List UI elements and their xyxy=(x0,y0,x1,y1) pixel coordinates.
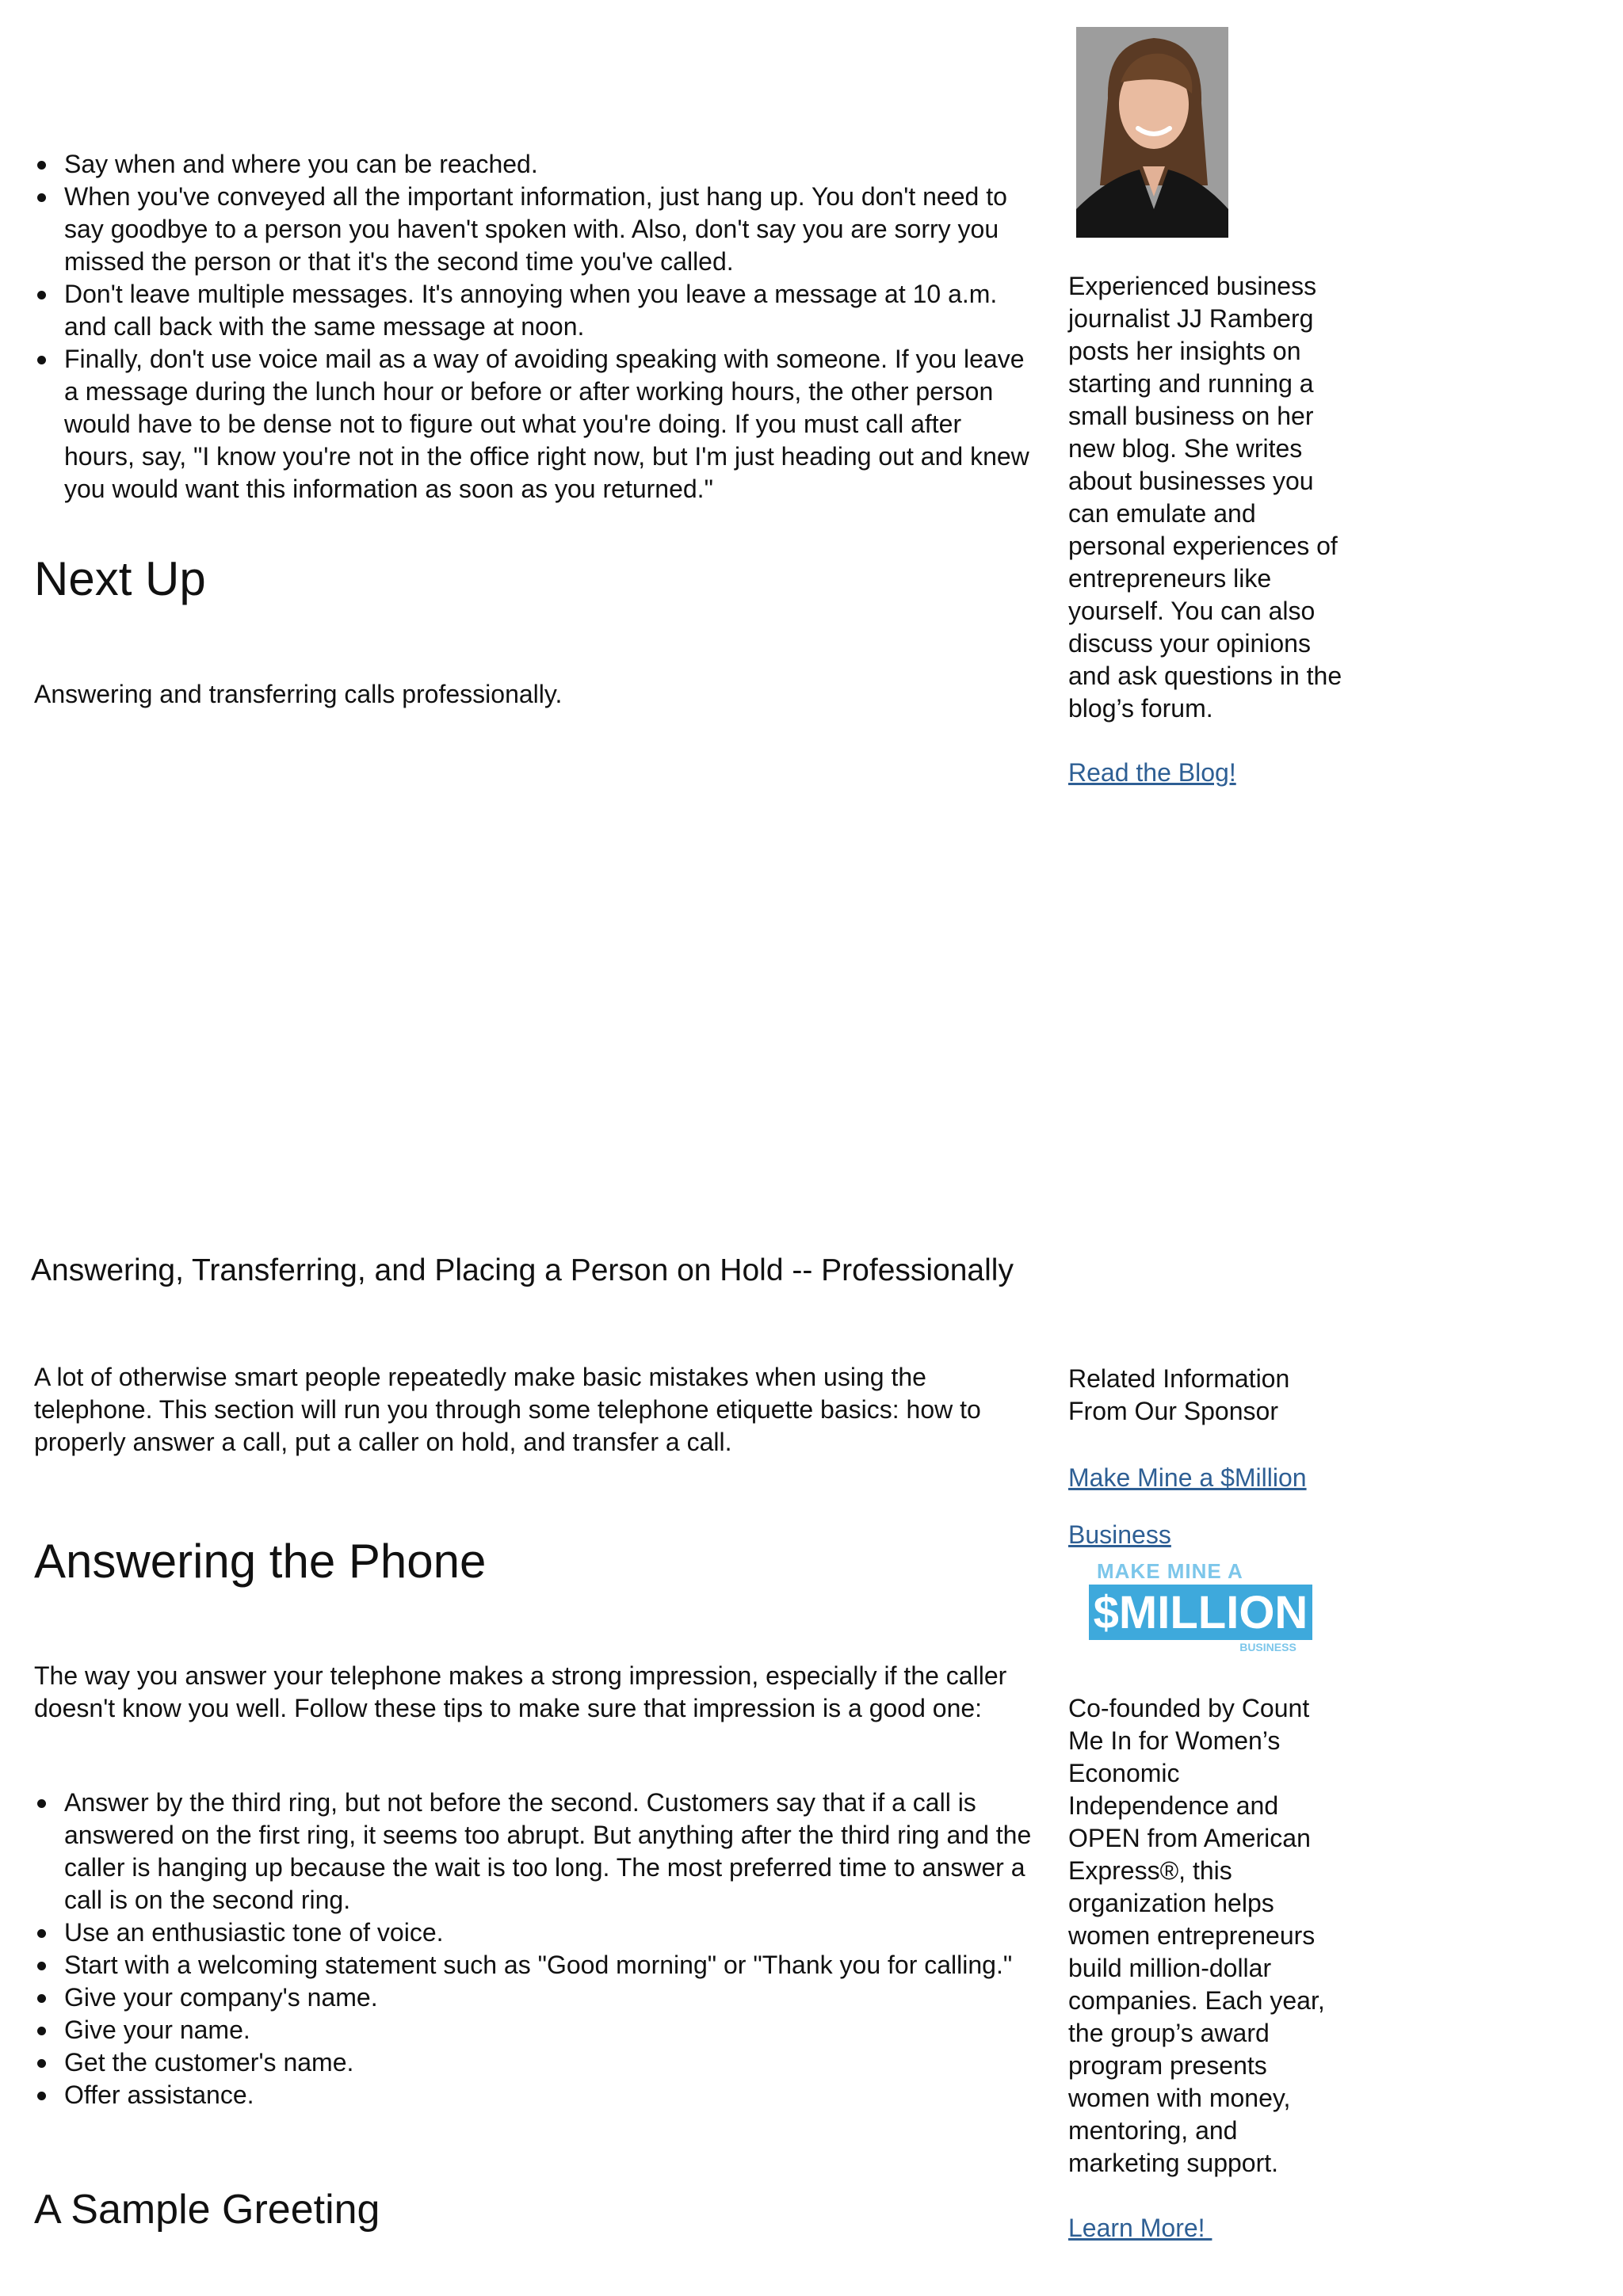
list-item: Get the customer's name. xyxy=(34,2046,1041,2079)
logo-sub-text: BUSINESS xyxy=(1239,1641,1296,1653)
logo-main-text: $MILLION xyxy=(1093,1587,1308,1638)
section-title: Answering, Transferring, and Placing a Person on Hold -- Professionally xyxy=(31,1253,1014,1287)
portrait-image xyxy=(1076,27,1228,238)
list-item: Give your name. xyxy=(34,2014,1041,2046)
next-up-heading: Next Up xyxy=(34,552,206,605)
list-item: Say when and where you can be reached. xyxy=(34,148,1033,181)
list-item: When you've conveyed all the important information, just hang up. You don't need to say goodbye to a person you haven't spoken with. Also, don't say you are sorry you missed the person or that it's the second time you've called. xyxy=(34,181,1033,278)
logo-top-text: MAKE MINE A xyxy=(1097,1559,1243,1583)
answering-heading: Answering the Phone xyxy=(34,1535,487,1588)
voicemail-tips-list xyxy=(34,148,1033,505)
list-item: Answer by the third ring, but not before the second. Customers say that if a call is answered on the first ring, it seems too abrupt. But anything after the third ring and the caller is hanging up because the wait is too long. The most preferred time to answer a call is on the second ring. xyxy=(34,1787,1041,1917)
list-item: Give your company's name. xyxy=(34,1981,1041,2014)
list-item: Start with a welcoming statement such as "Good morning" or "Thank you for calling." xyxy=(34,1949,1041,1981)
next-up-text: Answering and transferring calls professionally. xyxy=(34,680,563,708)
million-business-logo[interactable] xyxy=(1086,1554,1316,1656)
list-item: Finally, don't use voice mail as a way of avoiding speaking with someone. If you leave a message during the lunch hour or before or after working hours, the other person would have to be dense not to figure out what you're doing. If you must call after hours, say, "I know you're not in the office right now, but I'm just heading out and knew you would want this information as soon as you returned." xyxy=(34,343,1033,505)
blog-description: Experienced business journalist JJ Ramberg posts her insights on starting and running a small business on her new blog. She writes about businesses you can emulate and personal experiences of entrepreneurs like yourself. You can also discuss your opinions and ask questions in the blog’s forum. xyxy=(1068,272,1342,723)
intro-paragraph: A lot of otherwise smart people repeatedly make basic mistakes when using the telephone. This section will run you through some telephone etiquette basics: how to properly answer a call, put a caller on hold, and transfer a call. xyxy=(34,1363,981,1456)
sponsor-heading: Related Information From Our Sponsor xyxy=(1068,1364,1290,1425)
sponsor-link-line2[interactable]: Business xyxy=(1068,1520,1171,1549)
answering-intro: The way you answer your telephone makes a strong impression, especially if the caller doesn't know you well. Follow these tips to make sure that impression is a good one: xyxy=(34,1661,1007,1722)
read-blog-link[interactable]: Read the Blog! xyxy=(1068,758,1236,787)
list-item: Offer assistance. xyxy=(34,2079,1041,2111)
list-item: Use an enthusiastic tone of voice. xyxy=(34,1917,1041,1949)
author-photo xyxy=(1076,27,1228,238)
sponsor-link-line1[interactable]: Make Mine a $Million xyxy=(1068,1463,1307,1492)
sponsor-description: Co-founded by Count Me In for Women’s Economic Independence and OPEN from American Express®, this organization helps women entrepreneurs build million-dollar companies. Each year, the group’s award program presents women with money, mentoring, and marketing support. xyxy=(1068,1694,1325,2177)
learn-more-link[interactable]: Learn More! xyxy=(1068,2214,1212,2242)
sample-greeting-heading: A Sample Greeting xyxy=(34,2187,380,2233)
list-item: Don't leave multiple messages. It's annoying when you leave a message at 10 a.m. and call back with the same message at noon. xyxy=(34,278,1033,343)
answering-tips-list xyxy=(34,1787,1041,2111)
